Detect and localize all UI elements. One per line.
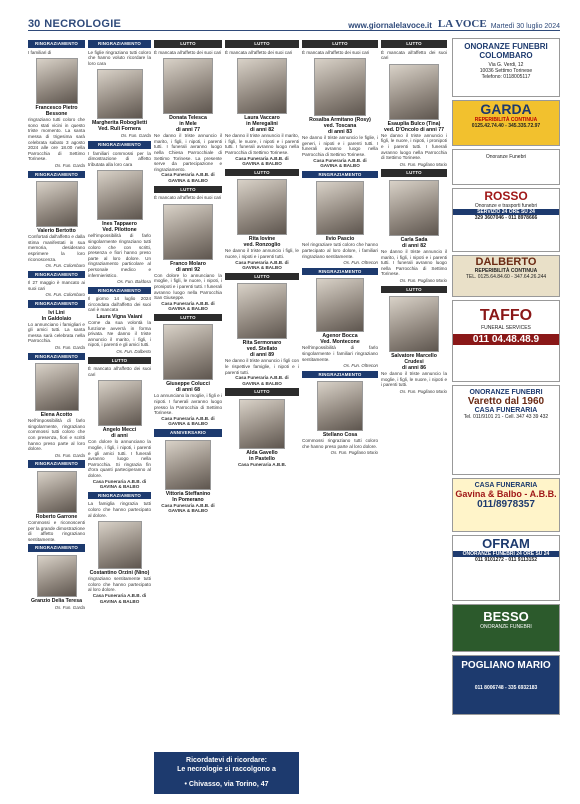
- funeral-home: Os. Fun. Garda: [54, 162, 85, 168]
- column-3: [154, 38, 222, 514]
- funeral-home: Casa Funeraria A.B.B. di GAVINA & BALBO: [235, 375, 289, 386]
- ribbon-ringraziamento: RINGRAZIAMENTO: [28, 460, 85, 468]
- funeral-home: Os. Fun. Oltrecon: [343, 363, 378, 369]
- obituary-photo: [316, 278, 364, 332]
- deceased-name: Rita Sermonaro ved. Stellato di anni 89: [242, 340, 282, 359]
- site-url[interactable]: www.giornalelavoce.it: [348, 21, 432, 30]
- ad-taffo-title: TAFFO: [479, 307, 533, 324]
- brand-logo: LA VOCE: [437, 18, 487, 30]
- ad-gavina-phone: 011/8978357: [477, 499, 535, 510]
- ribbon-lutto: LUTTO: [154, 314, 222, 322]
- obituary-photo: [98, 380, 142, 426]
- ad-varetto-phone: Tel. 011/9101 21 - Cell. 347 43 39 432: [463, 414, 549, 420]
- bottom-notice-title: Ricordatevi di ricordare: Le necrologie si raccolgono a: [177, 757, 276, 773]
- ribbon-anniversario: ANNIVERSARIO: [154, 429, 222, 437]
- notice-text: È mancata all'affetto dei suoi cari: [154, 49, 222, 55]
- funeral-home: Casa Funeraria A.B.B. di GAVINA & BALBO: [161, 502, 215, 514]
- ad-text: Onoranze Funebri: [485, 154, 527, 160]
- page-header: [28, 14, 560, 31]
- notice-text: Commossi e riconoscenti per la grande dimostrazione di affetto ringraziano sentitamente.: [28, 519, 85, 542]
- obituary-photo: [163, 324, 213, 380]
- ad-taffo: [452, 300, 560, 382]
- deceased-name: Laura Vigna Vaiani: [96, 314, 143, 321]
- ad-garda-title: GARDA: [480, 101, 532, 117]
- ribbon-lutto: LUTTO: [381, 169, 447, 177]
- deceased-name: Salvatore Marcello Crudesi di anni 86: [391, 353, 437, 372]
- funeral-home: Casa Funeraria A.B.B. di GAVINA & BALBO: [92, 478, 147, 490]
- ad-colombaro-address: Via G. Verdi, 12 10036 Settimo Torinese Telefono: 0118005117: [479, 62, 533, 80]
- obituary-photo: [163, 204, 213, 260]
- ribbon-lutto: LUTTO: [154, 40, 222, 48]
- notice-text: nell'impossibilità di farlo singolarmente ringraziano tutti coloro che con scritti, presenza e fiori hanno preso parte al loro dolore. Un ringraziamento particolare al personale medico e infermieristico.: [88, 233, 151, 278]
- funeral-home: Os. Fun. Pugliano Mario: [399, 388, 447, 394]
- obituary-photo: [98, 521, 142, 569]
- ribbon-ringraziamento: RINGRAZIAMENTO: [28, 271, 85, 279]
- deceased-name: Carla Sada di anni 82: [400, 236, 428, 249]
- ribbon-ringraziamento: RINGRAZIAMENTO: [28, 40, 85, 48]
- notice-text: Ne danno il triste annuncio il marito, i figli, le nuore, i nipoti e i parenti tutti. I funerali avranno luogo nella Parrocchia di Settimo Torinese.: [225, 133, 299, 155]
- notice-text: Come da sua volontà la funzione avverrà in forma privata. Ne danno il triste annuncio il marito, i figli, i nipoti, i parenti e gli amici tutti.: [88, 320, 151, 348]
- funeral-home: Os. Fun. Garda: [54, 345, 85, 351]
- obituary-photo: [316, 181, 364, 235]
- obituary-photo: [314, 58, 366, 116]
- ad-rosso-title: ROSSO: [484, 189, 528, 203]
- ribbon-ringraziamento: RINGRAZIAMENTO: [28, 544, 85, 552]
- deceased-name: Angelo Mecci di anni: [102, 427, 137, 440]
- bottom-notice: [154, 752, 299, 794]
- notice-text: È mancato all'affetto dei suoi cari: [88, 366, 151, 377]
- ribbon-lutto: LUTTO: [381, 40, 447, 48]
- ad-ofram-phone: 011 9101272 - 011 9113152: [474, 557, 537, 563]
- column-2: [88, 38, 151, 604]
- funeral-home: Os. Fun. Dalberto: [116, 349, 151, 355]
- notice-text: Lo annunciano la moglie, i figli e i nipoti. I funerali avranno luogo presso la Parrocchia di Settimo Torinese.: [154, 393, 222, 416]
- funeral-home: Os. Fun. Pugliano Mario: [330, 450, 378, 456]
- ad-rosso-service: SERVIZIO 24 ORE SU 24: [453, 209, 559, 215]
- deceased-name: Ivi Lini In Galdolaio: [41, 309, 72, 322]
- deceased-name: Roberto Garrone: [35, 513, 78, 520]
- ad-varetto-sub: CASA FUNERARIA: [474, 407, 538, 414]
- funeral-home: Os. Fun. Baldosa: [117, 279, 151, 285]
- obituary-photo: [239, 399, 285, 449]
- funeral-home: Os. Fun. Colombaro: [45, 292, 85, 298]
- ribbon-ringraziamento: RINGRAZIAMENTO: [88, 40, 151, 48]
- obituary-photo: [389, 296, 439, 352]
- funeral-home: Os. Fun. Oltrecon: [343, 260, 378, 266]
- ribbon-lutto: LUTTO: [225, 169, 299, 177]
- ribbon-ringraziamento: RINGRAZIAMENTO: [88, 287, 151, 295]
- issue-date: Martedì 30 luglio 2024: [490, 23, 560, 30]
- notice-text: Ne danno il triste annuncio il marito, i figli, i nipoti e i parenti tutti. I funerali avranno luogo nella Parrocchia di Settimo Torinese.: [381, 248, 447, 277]
- notice-text: Nell'impossibilità di farlo singolarmente i familiari ringraziano sentitamente.: [302, 345, 378, 362]
- ad-dalberto: [452, 255, 560, 297]
- ribbon-ringraziamento: RINGRAZIAMENTO: [302, 371, 378, 379]
- funeral-home: Casa Funeraria A.B.B. di GAVINA & BALBO: [161, 415, 215, 427]
- notice-text: È mancato all'affetto dei suoi cari: [154, 195, 222, 201]
- deceased-name: Giuseppe Colucci di anni 68: [166, 381, 210, 394]
- ad-rosso-subtitle: Onoranze e trasporti funebri: [474, 203, 538, 209]
- deceased-name: Margherita Roboglietti Ved. Ruli Fornera: [91, 120, 148, 133]
- notice-text: Ne danno il triste annuncio i figli, le nuore, i nipoti, i pronipoti e i parenti tutti. I funerali avranno luogo nella Parrocchia di Settimo Torinese.: [381, 132, 447, 161]
- notice-text: Ne danno il triste annuncio i figli con le rispettive famiglie, i nipoti e i parenti tutti.: [225, 358, 299, 375]
- notice-text: ringraziano tutti coloro che sono stati vicini in questo triste momento. La santa messa di trigesima sarà celebrata sabato 3 agosto 2024 alle ore 18.00 nella Parrocchia di Settimo Torinese.: [28, 117, 85, 162]
- ad-dalberto-logos: [452, 149, 560, 185]
- notice-text: Il giorno 14 luglio 2024 circondata dall'affetto dei suoi cari è mancata: [88, 296, 151, 313]
- ribbon-ringraziamento: RINGRAZIAMENTO: [28, 353, 85, 361]
- deceased-name: Agenor Bocca Ved. Montecone: [320, 333, 360, 346]
- obituary-photo: [317, 381, 363, 431]
- notice-text: I familiari commossi per la dimostrazione di affetto tributata alla loro cara: [88, 150, 151, 167]
- deceased-name: Alda Gavello in Pastello: [246, 449, 278, 462]
- deceased-name: Rosalba Armitano (Rosy) ved. Toscana di anni 83: [309, 117, 371, 136]
- ad-besso-subtitle: ONORANZE FUNEBRI: [480, 624, 532, 630]
- obituary-photo: [37, 471, 77, 513]
- funeral-home: Os. Fun. Garda: [54, 452, 85, 458]
- obituary-photo: [97, 170, 143, 220]
- column-6: [381, 38, 447, 396]
- ad-besso: [452, 604, 560, 652]
- ribbon-ringraziamento: RINGRAZIAMENTO: [302, 268, 378, 276]
- ribbon-lutto: LUTTO: [225, 388, 299, 396]
- ads-column: [452, 38, 560, 718]
- obituary-photo: [37, 555, 77, 597]
- funeral-home: Casa Funeraria A.B.B. di GAVINA & BALBO: [313, 157, 367, 169]
- obituary-photo: [165, 440, 211, 490]
- obituary-photo: [36, 58, 78, 104]
- column-5: [302, 38, 378, 458]
- deceased-name: Donata Telesca in Mele di anni 77: [169, 115, 207, 134]
- ad-varetto: [452, 385, 560, 475]
- deceased-name: Franco Molaro di anni 92: [170, 260, 206, 273]
- ad-garda-label: REPERIBILITÀ CONTINUA: [474, 117, 538, 123]
- deceased-name: Esauplia Bulco (Tina) ved. D'Oncolo di anni 77: [383, 120, 445, 133]
- ribbon-ringraziamento: RINGRAZIAMENTO: [28, 300, 85, 308]
- ad-pugliano: [452, 655, 560, 715]
- ad-pugliano-phone: 011 8006748 - 335 6932183: [474, 685, 538, 691]
- notice-text: Confortati dall'affetto e dalla stima manifestati in sua memoria, desiderano esprimere la loro riconoscenza.: [28, 234, 85, 262]
- ad-ofram: [452, 535, 560, 601]
- deceased-name: Stellano Cosa: [322, 432, 358, 439]
- notice-text: È mancata all'affetto dei suoi cari: [225, 49, 293, 55]
- notice-text: Con dolore lo annunciano la moglie, i figli, le nuore, i nipoti, i pronipoti e i parenti tutti. I funerali avranno luogo nella Parrocchia San Giuseppe.: [154, 272, 222, 301]
- ad-ofram-subtitle: ONORANZE FUNEBRI 24 ORE SU 24: [453, 551, 559, 557]
- bottom-notice-address: • Chivasso, via Torino, 47: [184, 781, 269, 788]
- deceased-name: Rita Iovine ved. Ronzoglio: [243, 236, 281, 249]
- deceased-name: Ilvio Pascio: [325, 236, 355, 243]
- notice-text: È mancata all'affetto dei suoi cari: [381, 49, 447, 61]
- ribbon-ringraziamento: RINGRAZIAMENTO: [88, 492, 151, 500]
- ad-varetto-name: Varetto dal 1960: [467, 396, 545, 407]
- notice-text: I familiari di: [28, 49, 52, 55]
- ad-dalberto-title: DALBERTO: [475, 256, 537, 268]
- notice-text: Ne danno il triste annuncio le figlie, i generi, i nipoti e i parenti tutti. I funerali avranno luogo nella Parrocchia di Settimo Torinese.: [302, 135, 378, 157]
- funeral-home: Os. Fun. Pugliano Mario: [399, 277, 447, 283]
- deceased-name: Ines Tappaero Ved. Pilottone: [102, 221, 137, 234]
- deceased-name: Elena Acotto: [40, 412, 73, 419]
- deceased-name: Laura Vaccaro in Meregalini di anni 82: [244, 115, 280, 134]
- ribbon-ringraziamento: RINGRAZIAMENTO: [302, 171, 378, 179]
- ad-gavina-title: CASA FUNERARIA: [474, 482, 538, 489]
- funeral-home: Casa Funeraria A.B.B. di GAVINA & BALBO: [161, 172, 215, 183]
- notice-text: Ne danno il triste annuncio i figli, le nuore, i nipoti e i parenti tutti.: [225, 248, 299, 259]
- ribbon-ringraziamento: RINGRAZIAMENTO: [28, 171, 85, 179]
- ad-rosso: [452, 188, 560, 252]
- obituary-photo: [35, 363, 79, 411]
- funeral-home: Casa Funeraria A.B.B. di GAVINA & BALBO: [92, 592, 147, 604]
- ad-pugliano-title: POGLIANO MARIO: [461, 660, 551, 671]
- funeral-home: Os. Fun. Pugliano Mario: [399, 161, 447, 167]
- notice-text: Commossi ringraziano tutti coloro che hanno preso parte al loro dolore.: [302, 438, 378, 449]
- ad-varetto-title: ONORANZE FUNEBRI: [469, 389, 543, 396]
- notice-text: Ne danno il triste annuncio il marito, i figli, i nipoti, i parenti tutti. I funerali avranno luogo nella Chiesa Parrocchiale di Settimo Torinese. La presente serve da partecipazione e ringraziamento.: [154, 133, 222, 172]
- notice-text: Il 27 maggio è mancato ai suoi cari: [28, 280, 85, 291]
- deceased-name: Valerio Bertotto: [37, 228, 76, 235]
- ad-garda: [452, 100, 560, 146]
- funeral-home: Os. Fun. Colombaro: [45, 263, 85, 269]
- funeral-home: Os. Fun. Garda: [54, 604, 85, 610]
- obituary-photo: [237, 179, 287, 235]
- ribbon-ringraziamento: RINGRAZIAMENTO: [88, 141, 151, 149]
- obituary-photo: [36, 181, 78, 227]
- ad-besso-title: BESSO: [483, 609, 529, 624]
- notice-text: Nell'impossibilità di farlo singolarmente, ringraziano commossi tutti coloro che con presenza, fiori e scritti hanno preso parte al loro dolore.: [28, 418, 85, 452]
- ad-dalberto-label: REPERIBILITÀ CONTINUA: [474, 268, 538, 274]
- column-4: [225, 38, 299, 467]
- ad-rosso-phone: 329 3607046 - 011 8978666: [474, 215, 538, 221]
- section-title: NECROLOGIE: [44, 18, 122, 30]
- funeral-home: Casa Funeraria A.B.B. di GAVINA & BALBO: [161, 300, 215, 312]
- funeral-home: Casa Funeraria A.B.B. di GAVINA & BALBO: [235, 155, 289, 167]
- notice-text: ringraziano sentitamente tutti coloro che hanno partecipato al loro dolore.: [88, 576, 151, 593]
- ad-gavina-name: Gavina & Balbo - A.B.B.: [455, 489, 557, 499]
- deceased-name: Francesco Pietro Bessone: [35, 105, 78, 118]
- deceased-name: Vittoria Steffanino In Pomerano: [165, 490, 211, 503]
- notice-text: Con dolore lo annunciano la moglie, i figli, i nipoti, i parenti e gli amici tutti. I funerali avranno luogo nella Parrocchia. Si ringrazia fin d'ora quanti parteciperanno al dolore.: [88, 439, 151, 478]
- ad-garda-phone: 0125.42.74.40 - 345.335.72.97: [471, 123, 541, 129]
- ad-taffo-subtitle: FUNERAL SERVICES: [481, 325, 531, 331]
- notice-text: Lo annunciano i famigliari e gli amici tutti. La santa messa sarà celebrata nella Parrocchia.: [28, 321, 85, 344]
- obituary-photo: [97, 69, 143, 119]
- ad-taffo-phone: 011 04.48.48.9: [453, 334, 559, 345]
- funeral-home: Casa Funeraria A.B.B. di GAVINA & BALBO: [235, 259, 289, 271]
- ribbon-lutto: LUTTO: [225, 40, 299, 48]
- notice-text: Ne danno il triste annuncio la moglie, i figli, le nuore, i nipoti e i parenti tutti.: [381, 371, 447, 388]
- ribbon-lutto: LUTTO: [302, 40, 378, 48]
- ad-ofram-title: OFRAM: [482, 536, 530, 551]
- ribbon-lutto: LUTTO: [154, 186, 222, 194]
- page-number: 30: [28, 18, 41, 30]
- notice-text: Nel ringraziare tutti coloro che hanno partecipato al loro dolore, i familiari ringraziano sentitamente.: [302, 242, 378, 259]
- ribbon-lutto: LUTTO: [381, 286, 447, 294]
- obituary-photo: [389, 180, 439, 236]
- ad-gavina: [452, 478, 560, 532]
- ad-colombaro-title: ONORANZE FUNEBRI COLOMBARO: [464, 42, 548, 60]
- obituary-photo: [163, 58, 213, 114]
- deceased-name: Granzio Delia Teresa: [31, 597, 82, 604]
- ad-colombaro: [452, 38, 560, 97]
- ribbon-lutto: LUTTO: [225, 273, 299, 281]
- notice-text: Le figlie ringraziano tutti coloro che hanno voluto ricordare la loro cara: [88, 49, 151, 66]
- funeral-home: Casa Funeraria A.B.B.: [237, 461, 287, 467]
- funeral-home: Os. Fun. Garda: [120, 133, 151, 139]
- ribbon-lutto: LUTTO: [88, 357, 151, 365]
- obituary-photo: [237, 58, 287, 114]
- notice-text: La famiglia ringrazia tutti coloro che hanno partecipato al dolore.: [88, 501, 151, 518]
- notice-text: È mancata all'affetto dei suoi cari: [302, 49, 370, 55]
- ad-dalberto-phone: TEL. 0125.64.84.60 - 347.64.26.244: [465, 274, 547, 280]
- obituary-photo: [389, 64, 439, 120]
- column-1: [28, 38, 85, 613]
- deceased-name: Costantino Orzini (Nino): [89, 570, 150, 577]
- obituary-photo: [237, 283, 287, 339]
